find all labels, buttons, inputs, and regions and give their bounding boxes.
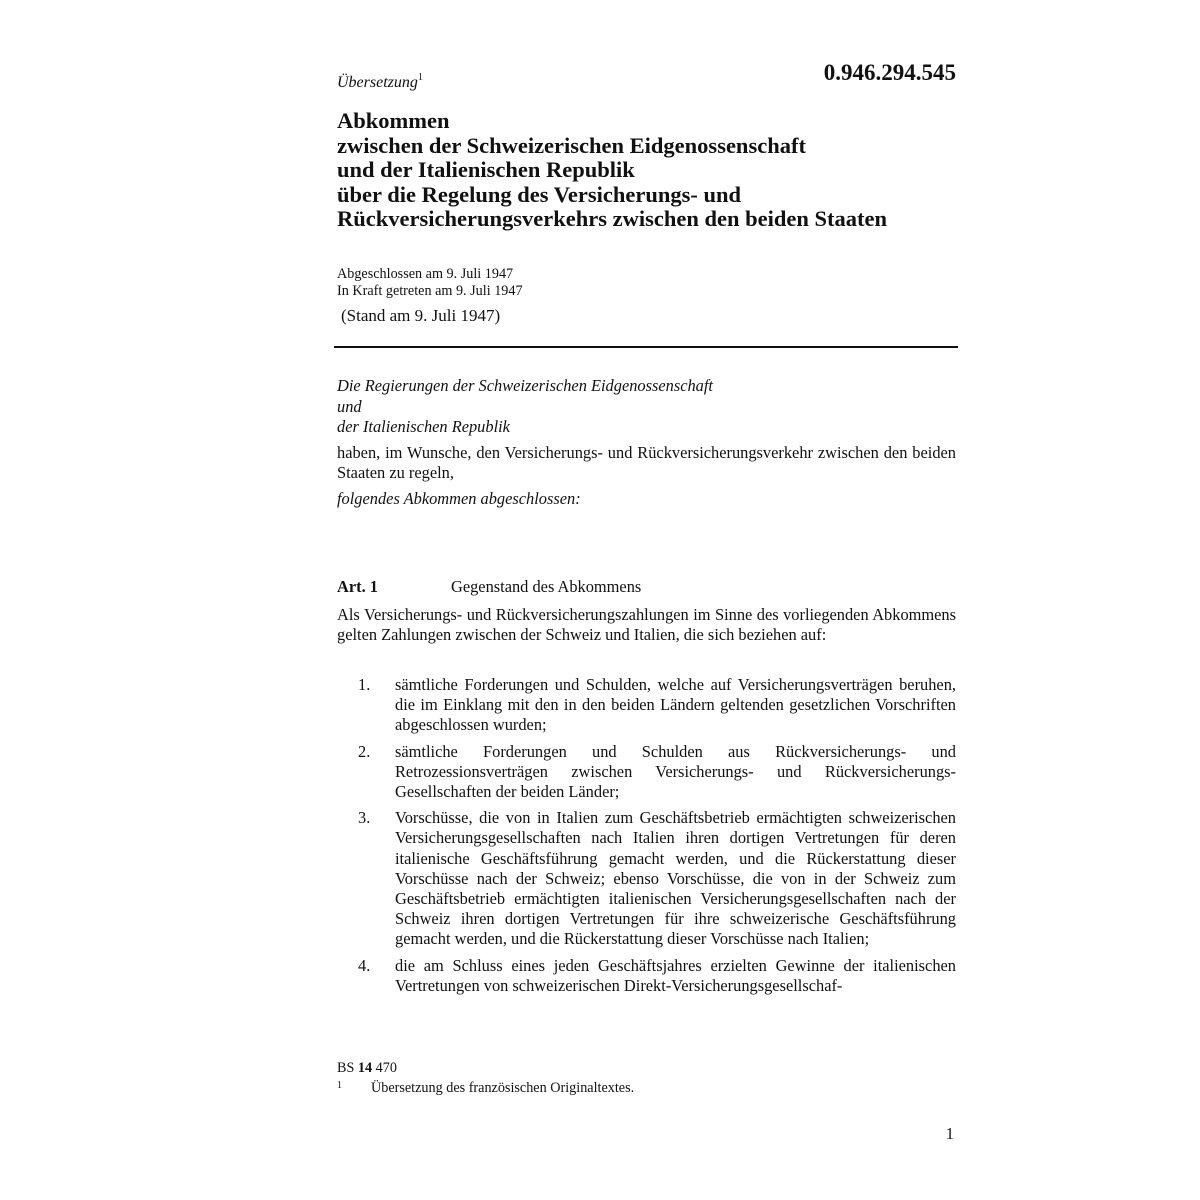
preamble-parties-line: Die Regierungen der Schweizerischen Eidgenossenschaft <box>337 376 713 395</box>
sr-number: 0.946.294.545 <box>823 60 956 85</box>
article-number: Art. 1 <box>337 577 378 596</box>
bs-page: 470 <box>375 1060 397 1076</box>
preamble-parties-line: und <box>337 396 362 416</box>
translation-label <box>337 74 423 92</box>
list-item <box>337 808 956 949</box>
title-line: Abkommen <box>337 108 450 133</box>
preamble-intent: haben, im Wunsche, den Versicherungs- und Rückversicherungsverkehr zwischen den beiden Staaten zu regeln, <box>337 442 956 482</box>
list-item-text: die am Schluss eines jeden Geschäftsjahres erzielten Gewinne der italienischen Vertretungen von schweizerischen Direkt-Versicherungsgesellschaf- <box>395 955 956 995</box>
list-item-text: sämtliche Forderungen und Schulden aus Rückversicherungs- und Retrozessionsverträgen zwischen Versicherungs- und Rückversicherungs-Gesellschaften der beiden Länder; <box>395 741 956 802</box>
article-item-list <box>337 675 956 1002</box>
translation-text: Übersetzung <box>337 74 418 91</box>
list-item-number: 3. <box>358 808 371 828</box>
title-line: Rückversicherungsverkehrs zwischen den beiden Staaten <box>337 206 887 231</box>
list-item <box>337 675 956 736</box>
preamble <box>337 376 956 509</box>
footnote-reference[interactable]: 1 <box>417 72 423 83</box>
footnote-text: Übersetzung des französischen Originaltextes. <box>371 1080 635 1096</box>
list-item-number: 2. <box>358 741 371 761</box>
list-item-number: 1. <box>358 675 371 694</box>
list-item-number: 4. <box>358 955 371 975</box>
header-divider <box>334 346 958 348</box>
document-dates <box>337 266 523 300</box>
list-item <box>337 742 956 803</box>
title-line: über die Regelung des Versicherungs- und <box>337 181 742 207</box>
title-line: und der Italienischen Republik <box>337 157 635 182</box>
in-force-date: In Kraft getreten am 9. Juli 1947 <box>337 283 523 299</box>
concluded-date: Abgeschlossen am 9. Juli 1947 <box>337 266 514 282</box>
article-heading <box>337 577 956 597</box>
preamble-conclusion: folgendes Abkommen abgeschlossen: <box>337 488 581 508</box>
bs-reference <box>337 1060 397 1077</box>
preamble-parties-line: der Italienischen Republik <box>337 417 510 436</box>
article-intro: Als Versicherungs- und Rückversicherungszahlungen im Sinne des vorliegenden Abkommens gelten Zahlungen zwischen der Schweiz und Italien, die sich beziehen auf: <box>337 605 956 645</box>
bs-volume: 14 <box>357 1060 373 1076</box>
status-date: (Stand am 9. Juli 1947) <box>341 306 501 325</box>
article-title: Gegenstand des Abkommens <box>451 577 642 596</box>
list-item-text: sämtliche Forderungen und Schulden, welche auf Versicherungsverträgen beruhen, die im Einklang mit den in den beiden Ländern geltenden gesetzlichen Vorschriften abgeschlossen wurden; <box>395 675 956 735</box>
bs-prefix: BS <box>337 1060 355 1076</box>
page-number: 1 <box>945 1124 954 1143</box>
footnote <box>337 1080 634 1097</box>
list-item <box>337 956 956 996</box>
document-title <box>337 109 977 232</box>
title-line: zwischen der Schweizerischen Eidgenossenschaft <box>337 132 806 158</box>
footnote-mark: 1 <box>337 1080 342 1091</box>
list-item-text: Vorschüsse, die von in Italien zum Geschäftsbetrieb ermächtigten schweizerischen Versicherungsgesellschaften nach Italien ihren dortigen Vertretungen für deren italienische Geschäftsführung gemacht werden, und die Rückerstattung dieser Vorschüsse nach der Schweiz; ebenso Vorschüsse, die von in der Schweiz zum Geschäftsbetrieb ermächtigten italienischen Versicherungsgesellschaften nach der Schweiz ihren dortigen Vertretungen für ihre schweizerische Geschäftsführung gemacht werden, und die Rückerstattung dieser Vorschüsse nach Italien; <box>395 808 956 949</box>
